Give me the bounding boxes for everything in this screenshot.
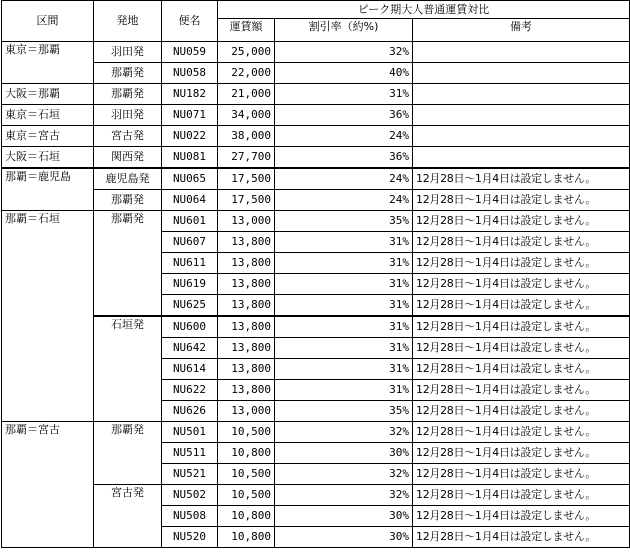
cell-flight: NU521 bbox=[162, 464, 218, 485]
cell-flight: NU607 bbox=[162, 232, 218, 253]
cell-fare: 38,000 bbox=[218, 126, 275, 147]
cell-flight: NU081 bbox=[162, 147, 218, 169]
cell-remarks: 12月28日～1月4日は設定しません。 bbox=[413, 485, 630, 506]
cell-origin: 宮古発 bbox=[94, 126, 162, 147]
cell-flight: NU058 bbox=[162, 63, 218, 84]
cell-flight: NU601 bbox=[162, 211, 218, 232]
cell-section: 大阪＝石垣 bbox=[2, 147, 94, 169]
cell-discount: 35% bbox=[275, 401, 413, 422]
cell-fare: 10,800 bbox=[218, 506, 275, 527]
cell-remarks bbox=[413, 126, 630, 147]
cell-origin: 羽田発 bbox=[94, 42, 162, 63]
cell-remarks: 12月28日～1月4日は設定しません。 bbox=[413, 401, 630, 422]
cell-flight: NU065 bbox=[162, 168, 218, 190]
table-row bbox=[2, 42, 630, 63]
cell-fare: 13,000 bbox=[218, 211, 275, 232]
table-row bbox=[2, 211, 630, 232]
cell-flight: NU022 bbox=[162, 126, 218, 147]
cell-remarks: 12月28日～1月4日は設定しません。 bbox=[413, 338, 630, 359]
cell-discount: 36% bbox=[275, 147, 413, 169]
table-row bbox=[2, 63, 630, 84]
cell-discount: 30% bbox=[275, 443, 413, 464]
cell-section: 那覇＝石垣 bbox=[2, 211, 94, 422]
cell-fare: 10,800 bbox=[218, 443, 275, 464]
cell-flight: NU520 bbox=[162, 527, 218, 548]
cell-section: 那覇＝宮古 bbox=[2, 422, 94, 548]
header-discount: 割引率（約%) bbox=[275, 19, 413, 42]
table-row bbox=[2, 168, 630, 190]
header-origin: 発地 bbox=[94, 1, 162, 42]
cell-origin: 宮古発 bbox=[94, 485, 162, 548]
cell-discount: 31% bbox=[275, 316, 413, 338]
cell-section: 大阪＝那覇 bbox=[2, 84, 94, 105]
cell-section: 東京＝宮古 bbox=[2, 126, 94, 147]
table-row bbox=[2, 190, 630, 211]
cell-discount: 36% bbox=[275, 105, 413, 126]
table-row bbox=[2, 147, 630, 169]
cell-remarks: 12月28日～1月4日は設定しません。 bbox=[413, 464, 630, 485]
cell-section: 東京＝那覇 bbox=[2, 42, 94, 84]
cell-fare: 13,800 bbox=[218, 338, 275, 359]
cell-remarks: 12月28日～1月4日は設定しません。 bbox=[413, 253, 630, 274]
fare-comparison-table bbox=[1, 0, 630, 548]
cell-origin: 石垣発 bbox=[94, 316, 162, 422]
cell-origin: 那覇発 bbox=[94, 63, 162, 84]
cell-remarks: 12月28日～1月4日は設定しません。 bbox=[413, 422, 630, 443]
cell-remarks: 12月28日～1月4日は設定しません。 bbox=[413, 190, 630, 211]
cell-flight: NU064 bbox=[162, 190, 218, 211]
cell-discount: 31% bbox=[275, 295, 413, 317]
cell-discount: 31% bbox=[275, 380, 413, 401]
cell-remarks bbox=[413, 105, 630, 126]
cell-remarks: 12月28日～1月4日は設定しません。 bbox=[413, 443, 630, 464]
cell-flight: NU625 bbox=[162, 295, 218, 317]
cell-fare: 10,500 bbox=[218, 422, 275, 443]
cell-fare: 17,500 bbox=[218, 190, 275, 211]
header-row-1 bbox=[2, 1, 630, 19]
cell-remarks: 12月28日～1月4日は設定しません。 bbox=[413, 506, 630, 527]
cell-fare: 10,500 bbox=[218, 464, 275, 485]
table-row bbox=[2, 485, 630, 506]
cell-fare: 17,500 bbox=[218, 168, 275, 190]
cell-fare: 25,000 bbox=[218, 42, 275, 63]
cell-flight: NU511 bbox=[162, 443, 218, 464]
cell-fare: 13,800 bbox=[218, 316, 275, 338]
cell-discount: 31% bbox=[275, 84, 413, 105]
cell-flight: NU501 bbox=[162, 422, 218, 443]
table-row bbox=[2, 126, 630, 147]
cell-origin: 那覇発 bbox=[94, 84, 162, 105]
cell-remarks bbox=[413, 63, 630, 84]
table-title: ピーク期大人普通運賃対比 bbox=[218, 1, 630, 19]
cell-fare: 13,800 bbox=[218, 253, 275, 274]
cell-discount: 31% bbox=[275, 359, 413, 380]
cell-fare: 22,000 bbox=[218, 63, 275, 84]
cell-discount: 32% bbox=[275, 464, 413, 485]
cell-flight: NU619 bbox=[162, 274, 218, 295]
cell-fare: 21,000 bbox=[218, 84, 275, 105]
header-flight: 便名 bbox=[162, 1, 218, 42]
cell-section: 東京＝石垣 bbox=[2, 105, 94, 126]
cell-discount: 32% bbox=[275, 42, 413, 63]
cell-origin: 関西発 bbox=[94, 147, 162, 169]
cell-discount: 31% bbox=[275, 253, 413, 274]
cell-discount: 40% bbox=[275, 63, 413, 84]
cell-fare: 13,800 bbox=[218, 380, 275, 401]
cell-fare: 34,000 bbox=[218, 105, 275, 126]
cell-origin: 羽田発 bbox=[94, 105, 162, 126]
cell-origin: 那覇発 bbox=[94, 422, 162, 485]
cell-remarks: 12月28日～1月4日は設定しません。 bbox=[413, 316, 630, 338]
cell-fare: 13,800 bbox=[218, 295, 275, 317]
cell-discount: 30% bbox=[275, 527, 413, 548]
cell-remarks: 12月28日～1月4日は設定しません。 bbox=[413, 274, 630, 295]
table-row bbox=[2, 316, 630, 338]
cell-discount: 31% bbox=[275, 338, 413, 359]
cell-discount: 24% bbox=[275, 126, 413, 147]
header-section: 区間 bbox=[2, 1, 94, 42]
cell-fare: 13,800 bbox=[218, 274, 275, 295]
cell-flight: NU626 bbox=[162, 401, 218, 422]
cell-discount: 24% bbox=[275, 168, 413, 190]
cell-discount: 31% bbox=[275, 274, 413, 295]
cell-flight: NU071 bbox=[162, 105, 218, 126]
cell-flight: NU508 bbox=[162, 506, 218, 527]
cell-section: 那覇＝鹿児島 bbox=[2, 168, 94, 211]
cell-remarks: 12月28日～1月4日は設定しません。 bbox=[413, 211, 630, 232]
cell-remarks: 12月28日～1月4日は設定しません。 bbox=[413, 295, 630, 317]
cell-fare: 13,800 bbox=[218, 359, 275, 380]
cell-flight: NU611 bbox=[162, 253, 218, 274]
cell-remarks bbox=[413, 42, 630, 63]
cell-flight: NU642 bbox=[162, 338, 218, 359]
table-row bbox=[2, 84, 630, 105]
cell-remarks bbox=[413, 147, 630, 169]
cell-flight: NU182 bbox=[162, 84, 218, 105]
cell-flight: NU614 bbox=[162, 359, 218, 380]
cell-remarks: 12月28日～1月4日は設定しません。 bbox=[413, 168, 630, 190]
cell-remarks: 12月28日～1月4日は設定しません。 bbox=[413, 359, 630, 380]
table-row bbox=[2, 422, 630, 443]
cell-origin: 那覇発 bbox=[94, 211, 162, 317]
cell-discount: 31% bbox=[275, 232, 413, 253]
cell-remarks: 12月28日～1月4日は設定しません。 bbox=[413, 380, 630, 401]
cell-fare: 27,700 bbox=[218, 147, 275, 169]
cell-remarks bbox=[413, 84, 630, 105]
cell-fare: 13,800 bbox=[218, 232, 275, 253]
cell-origin: 鹿児島発 bbox=[94, 168, 162, 190]
cell-remarks: 12月28日～1月4日は設定しません。 bbox=[413, 232, 630, 253]
cell-flight: NU059 bbox=[162, 42, 218, 63]
cell-flight: NU622 bbox=[162, 380, 218, 401]
cell-fare: 10,500 bbox=[218, 485, 275, 506]
table-row bbox=[2, 105, 630, 126]
cell-fare: 13,000 bbox=[218, 401, 275, 422]
cell-fare: 10,800 bbox=[218, 527, 275, 548]
cell-remarks: 12月28日～1月4日は設定しません。 bbox=[413, 527, 630, 548]
cell-discount: 30% bbox=[275, 506, 413, 527]
header-fare: 運賃額 bbox=[218, 19, 275, 42]
cell-flight: NU600 bbox=[162, 316, 218, 338]
cell-discount: 32% bbox=[275, 422, 413, 443]
cell-flight: NU502 bbox=[162, 485, 218, 506]
header-remarks: 備考 bbox=[413, 19, 630, 42]
fare-table-body bbox=[2, 1, 630, 548]
cell-discount: 24% bbox=[275, 190, 413, 211]
cell-discount: 32% bbox=[275, 485, 413, 506]
cell-discount: 35% bbox=[275, 211, 413, 232]
cell-origin: 那覇発 bbox=[94, 190, 162, 211]
